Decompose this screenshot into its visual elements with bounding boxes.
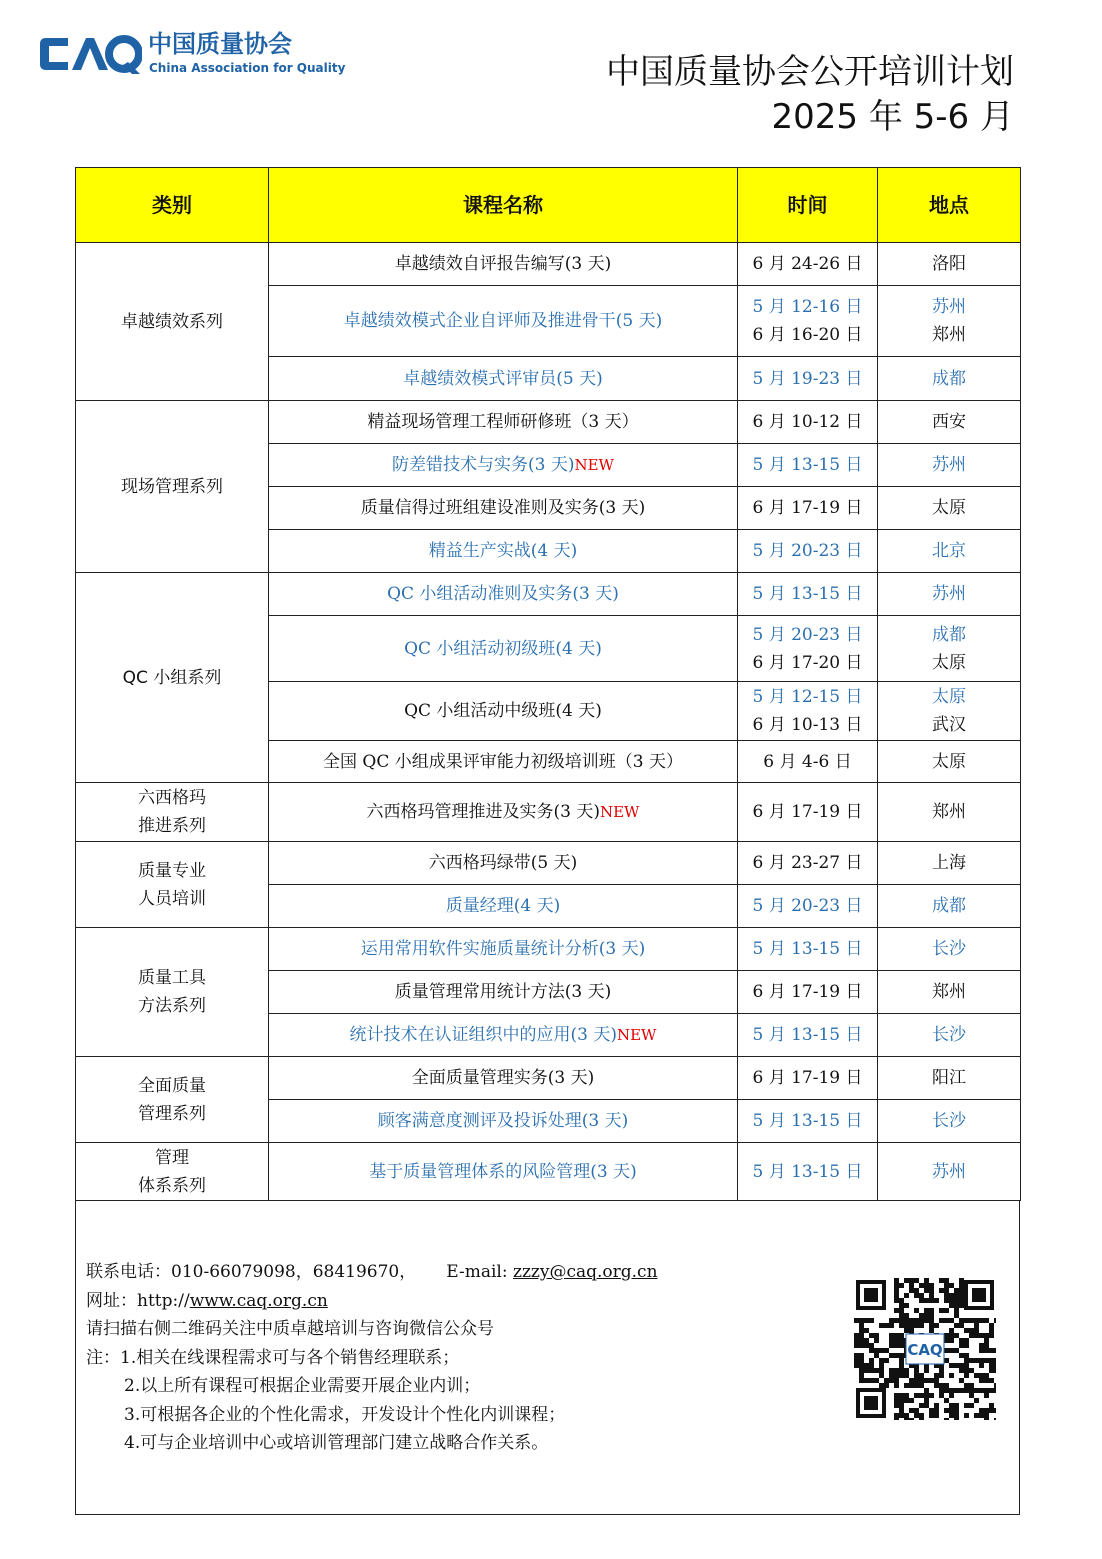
time-value: 6 月 16-20 日 — [752, 325, 863, 345]
time-cell: 5 月 20-23 日 — [738, 530, 878, 573]
time-cell: 6 月 17-19 日 — [738, 783, 878, 842]
table-row — [76, 783, 1021, 842]
note-item: 3.可根据各企业的个性化需求，开发设计个性化内训课程； — [124, 1404, 566, 1425]
caq-logo — [38, 30, 346, 80]
time-value: 5 月 20-23 日 — [752, 624, 863, 645]
category-line: 管理系列 — [138, 1103, 206, 1124]
place-cell: 洛阳 — [878, 243, 1021, 286]
table-row — [76, 573, 1021, 616]
header-time: 时间 — [738, 168, 878, 243]
category-cell — [76, 928, 269, 1057]
category-cell — [76, 842, 269, 928]
course-cell: 卓越绩效模式评审员(5 天) — [269, 357, 738, 401]
course-cell: 精益现场管理工程师研修班（3 天） — [269, 401, 738, 444]
notes-label: 注： — [86, 1347, 120, 1368]
caq-logo-mark — [38, 32, 142, 76]
place-cell — [878, 616, 1021, 682]
website-link[interactable]: www.caq.org.cn — [189, 1290, 328, 1311]
phone-label: 联系电话： — [86, 1262, 171, 1282]
time-cell: 5 月 13-15 日 — [738, 1014, 878, 1057]
category-cell: 卓越绩效系列 — [76, 243, 269, 401]
course-name: 统计技术在认证组织中的应用(3 天) — [349, 1025, 617, 1045]
scan-note: 请扫描右侧二维码关注中质卓越培训与咨询微信公众号 — [86, 1319, 494, 1339]
time-cell — [738, 682, 878, 741]
title-line-2: 2025 年 5-6 月 — [771, 97, 1014, 137]
time-cell: 6 月 17-19 日 — [738, 971, 878, 1014]
course-cell: 基于质量管理体系的风险管理(3 天) — [269, 1143, 738, 1201]
new-badge: NEW — [599, 803, 640, 821]
time-cell: 5 月 13-15 日 — [738, 573, 878, 616]
new-badge: NEW — [574, 456, 614, 474]
table-row — [76, 928, 1021, 971]
course-cell — [269, 444, 738, 487]
course-cell: 卓越绩效自评报告编写(3 天) — [269, 243, 738, 286]
course-cell: 卓越绩效模式企业自评师及推进骨干(5 天) — [269, 286, 738, 357]
course-cell: QC 小组活动中级班(4 天) — [269, 682, 738, 741]
place-cell — [878, 286, 1021, 357]
place-value: 武汉 — [932, 715, 966, 735]
place-cell: 上海 — [878, 842, 1021, 885]
time-value: 5 月 12-16 日 — [752, 297, 863, 317]
category-line: 管理 — [155, 1147, 189, 1168]
place-cell: 郑州 — [878, 971, 1021, 1014]
table-row — [76, 1057, 1021, 1100]
note-line — [86, 1344, 658, 1373]
course-cell: 全国 QC 小组成果评审能力初级培训班（3 天） — [269, 741, 738, 783]
note-item: 2.以上所有课程可根据企业需要开展企业内训； — [124, 1376, 481, 1396]
course-cell: 顾客满意度测评及投诉处理(3 天) — [269, 1100, 738, 1143]
course-cell: 精益生产实战(4 天) — [269, 530, 738, 573]
logo-english-name: China Association for Quality — [149, 61, 346, 75]
place-cell: 成都 — [878, 357, 1021, 401]
category-line: 质量工具 — [138, 968, 206, 988]
time-cell: 6 月 17-19 日 — [738, 487, 878, 530]
place-cell: 长沙 — [878, 1100, 1021, 1143]
time-cell: 5 月 13-15 日 — [738, 928, 878, 971]
place-cell — [878, 682, 1021, 741]
time-value: 5 月 12-15 日 — [752, 687, 863, 707]
header-category: 类别 — [76, 168, 269, 243]
email-label: E-mail: — [446, 1262, 508, 1282]
time-cell — [738, 286, 878, 357]
time-cell: 5 月 13-15 日 — [738, 1143, 878, 1201]
place-value: 太原 — [932, 652, 966, 673]
category-line: 质量专业 — [138, 860, 206, 881]
place-cell: 郑州 — [878, 783, 1021, 842]
place-value: 太原 — [932, 687, 966, 707]
time-value: 6 月 17-20 日 — [752, 652, 863, 673]
course-cell: QC 小组活动初级班(4 天) — [269, 616, 738, 682]
time-cell: 6 月 23-27 日 — [738, 842, 878, 885]
time-cell: 5 月 13-15 日 — [738, 444, 878, 487]
category-cell — [76, 1057, 269, 1143]
place-cell: 太原 — [878, 487, 1021, 530]
course-cell: 质量经理(4 天) — [269, 885, 738, 928]
phone-numbers: 010-66079098，68419670， — [171, 1262, 417, 1282]
place-cell: 长沙 — [878, 1014, 1021, 1057]
course-cell: QC 小组活动准则及实务(3 天) — [269, 573, 738, 616]
logo-chinese-name: 中国质量协会 — [148, 30, 292, 58]
place-cell: 苏州 — [878, 1143, 1021, 1201]
header-course: 课程名称 — [269, 168, 738, 243]
header-place: 地点 — [878, 168, 1021, 243]
qr-logo-text: CAQ — [907, 1341, 943, 1359]
table-row — [76, 1143, 1021, 1201]
website-label: 网址：http:// — [86, 1290, 190, 1311]
place-cell: 阳江 — [878, 1057, 1021, 1100]
category-cell: 现场管理系列 — [76, 401, 269, 573]
time-cell: 5 月 20-23 日 — [738, 885, 878, 928]
category-cell — [76, 1143, 269, 1201]
title-line-1: 中国质量协会公开培训计划 — [606, 52, 1014, 92]
place-value: 郑州 — [932, 325, 966, 345]
category-line: 六西格玛 — [138, 788, 206, 808]
category-line: 推进系列 — [138, 816, 206, 836]
time-cell: 5 月 19-23 日 — [738, 357, 878, 401]
place-cell: 苏州 — [878, 573, 1021, 616]
course-name: 防差错技术与实务(3 天) — [392, 455, 575, 475]
course-cell: 质量管理常用统计方法(3 天) — [269, 971, 738, 1014]
course-cell: 全面质量管理实务(3 天) — [269, 1057, 738, 1100]
course-cell — [269, 783, 738, 842]
wechat-qr-code — [854, 1278, 996, 1420]
time-cell: 6 月 10-12 日 — [738, 401, 878, 444]
document-title — [606, 50, 1014, 140]
table-row — [76, 243, 1021, 286]
time-cell: 6 月 4-6 日 — [738, 741, 878, 783]
note-item: 4.可与企业培训中心或培训管理部门建立战略合作关系。 — [124, 1433, 549, 1453]
place-cell: 成都 — [878, 885, 1021, 928]
category-cell: QC 小组系列 — [76, 573, 269, 783]
place-cell: 北京 — [878, 530, 1021, 573]
website-line — [86, 1287, 658, 1316]
course-name: 六西格玛管理推进及实务(3 天) — [366, 802, 600, 822]
course-cell: 六西格玛绿带(5 天) — [269, 842, 738, 885]
category-line: 方法系列 — [138, 996, 206, 1016]
note-item: 1.相关在线课程需求可与各个销售经理联系； — [120, 1347, 460, 1368]
new-badge: NEW — [616, 1026, 657, 1044]
category-line: 全面质量 — [138, 1075, 206, 1096]
table-row — [76, 401, 1021, 444]
contact-info — [86, 1258, 658, 1458]
training-plan-table — [75, 167, 1021, 1201]
place-cell: 苏州 — [878, 444, 1021, 487]
place-cell: 太原 — [878, 741, 1021, 783]
place-value: 成都 — [932, 624, 966, 645]
course-cell: 运用常用软件实施质量统计分析(3 天) — [269, 928, 738, 971]
table-header-row — [76, 168, 1021, 243]
course-cell — [269, 1014, 738, 1057]
category-line: 体系系列 — [138, 1175, 206, 1196]
time-cell: 5 月 13-15 日 — [738, 1100, 878, 1143]
time-cell: 6 月 17-19 日 — [738, 1057, 878, 1100]
time-value: 6 月 10-13 日 — [752, 715, 863, 735]
time-cell — [738, 616, 878, 682]
contact-box — [75, 1200, 1020, 1515]
place-value: 苏州 — [932, 297, 966, 317]
phone-line — [86, 1258, 658, 1287]
place-cell: 长沙 — [878, 928, 1021, 971]
course-cell: 质量信得过班组建设准则及实务(3 天) — [269, 487, 738, 530]
email-link[interactable]: zzzy@caq.org.cn — [512, 1262, 658, 1282]
place-cell: 西安 — [878, 401, 1021, 444]
time-cell: 6 月 24-26 日 — [738, 243, 878, 286]
category-cell — [76, 783, 269, 842]
category-line: 人员培训 — [138, 888, 206, 909]
table-row — [76, 842, 1021, 885]
